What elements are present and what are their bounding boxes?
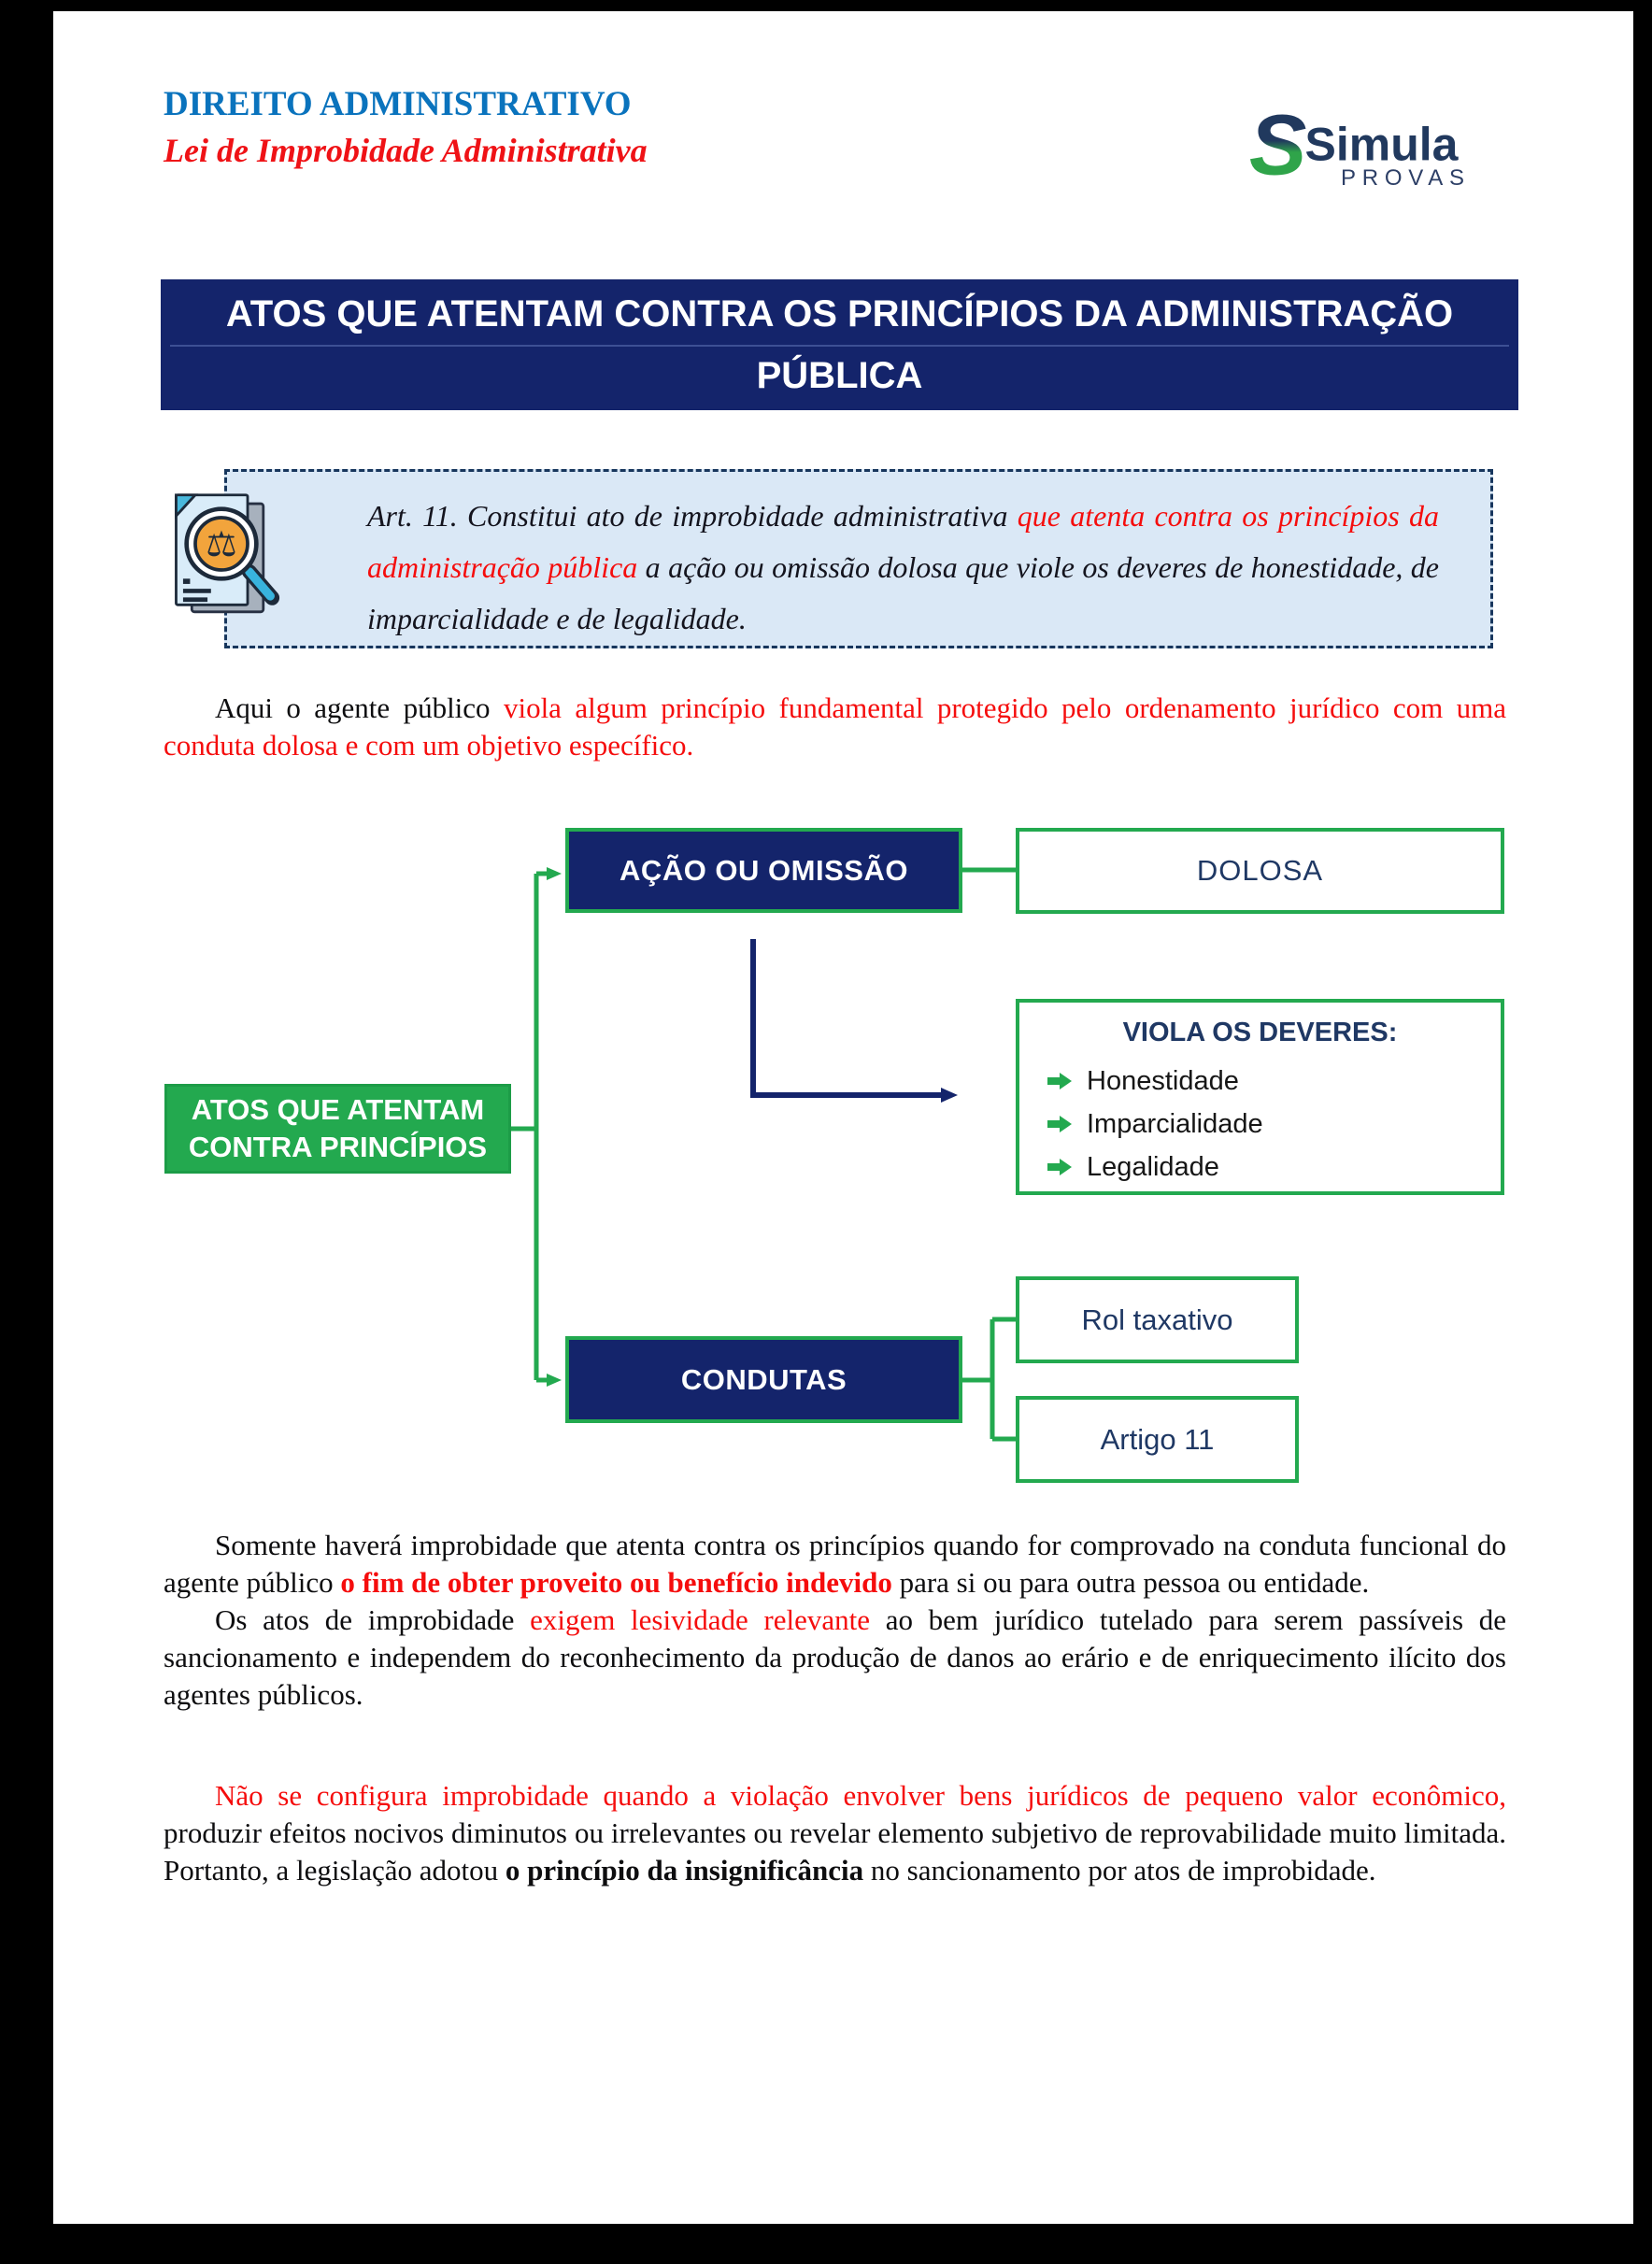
deveres-item-label: Honestidade — [1087, 1065, 1239, 1096]
deveres-list — [1047, 1060, 1501, 1189]
body-paragraphs — [164, 1527, 1514, 1714]
deveres-title: VIOLA OS DEVERES: — [1122, 1018, 1398, 1047]
banner-divider — [170, 345, 1509, 347]
paragraph-1: Somente haverá improbidade que atenta contra os princípios quando for comprovado na conduta funcional do agente público o fim de obter proveito ou benefício indevido para si ou para outra pessoa ou entidade. — [164, 1529, 1514, 1599]
deveres-item — [1047, 1103, 1501, 1146]
deveres-item — [1047, 1060, 1501, 1103]
arrow-bullet-icon — [1047, 1073, 1072, 1089]
node-condutas — [565, 1336, 962, 1423]
node-acao-ou-omissao — [565, 828, 962, 913]
deveres-item — [1047, 1146, 1501, 1189]
arrow-bullet-icon — [1047, 1159, 1072, 1175]
node-rol-taxativo — [1016, 1276, 1299, 1363]
section-banner — [161, 279, 1518, 410]
svg-text:⚖: ⚖ — [206, 523, 237, 565]
intro-paragraph-text: Aqui o agente público viola algum princípio fundamental protegido pelo ordenamento jurídico com uma conduta dolosa e com um objetivo específico. — [164, 691, 1514, 762]
subject-title: Lei de Improbidade Administrativa — [164, 132, 648, 169]
brand-s-icon — [1249, 97, 1307, 191]
node-acao-label: AÇÃO OU OMISSÃO — [620, 853, 908, 887]
banner-title: ATOS QUE ATENTAM CONTRA OS PRINCÍPIOS DA ADMINISTRAÇÃO PÚBLICA — [225, 293, 1454, 396]
node-root-label: ATOS QUE ATENTAM CONTRA PRINCÍPIOS — [188, 1093, 488, 1163]
node-artigo-label: Artigo 11 — [1100, 1422, 1215, 1456]
node-dolosa-label: DOLOSA — [1196, 854, 1324, 887]
deveres-item-label: Imparcialidade — [1087, 1108, 1263, 1139]
node-artigo-11 — [1016, 1396, 1299, 1483]
brand-name: Simula — [1304, 118, 1459, 171]
svg-text:S: S — [1248, 97, 1307, 191]
paragraph-3: Não se configura improbidade quando a violação envolver bens jurídicos de pequeno valor econômico, produzir efeitos nocivos diminutos ou irrelevantes ou revelar elemento subjetivo de reprovabilidade muito limitada. Portanto, a legislação adotou o princípio da insignificância no sancionamento por atos de improbidade. — [164, 1779, 1514, 1887]
node-viola-deveres — [1016, 999, 1504, 1195]
intro-paragraph — [164, 690, 1514, 764]
node-atos-contra-principios — [164, 1084, 511, 1174]
node-dolosa — [1016, 828, 1504, 914]
law-search-icon — [169, 481, 287, 633]
course-title: DIREITO ADMINISTRATIVO — [164, 85, 632, 123]
paragraph-2: Os atos de improbidade exigem lesividade relevante ao bem jurídico tutelado para serem passíveis de sancionamento e independem do reconhecimento da produção de danos ao erário e de enriquecimento ilícito dos agentes públicos. — [164, 1603, 1514, 1711]
article-callout — [206, 469, 1493, 648]
article-text: Art. 11. Constitui ato de improbidade administrativa que atenta contra os princípios da administração pública a ação ou omissão dolosa que viole os deveres de honestidade, de imparcialidade e de legalidade. — [367, 499, 1447, 635]
node-condutas-label: CONDUTAS — [680, 1362, 847, 1396]
brand-tagline: PROVAS — [1341, 165, 1471, 191]
brand-logo — [1247, 97, 1481, 191]
arrow-bullet-icon — [1047, 1116, 1072, 1132]
deveres-item-label: Legalidade — [1087, 1151, 1219, 1182]
closing-paragraph — [164, 1777, 1514, 1889]
document-page — [53, 11, 1633, 2224]
node-rol-label: Rol taxativo — [1081, 1303, 1233, 1336]
